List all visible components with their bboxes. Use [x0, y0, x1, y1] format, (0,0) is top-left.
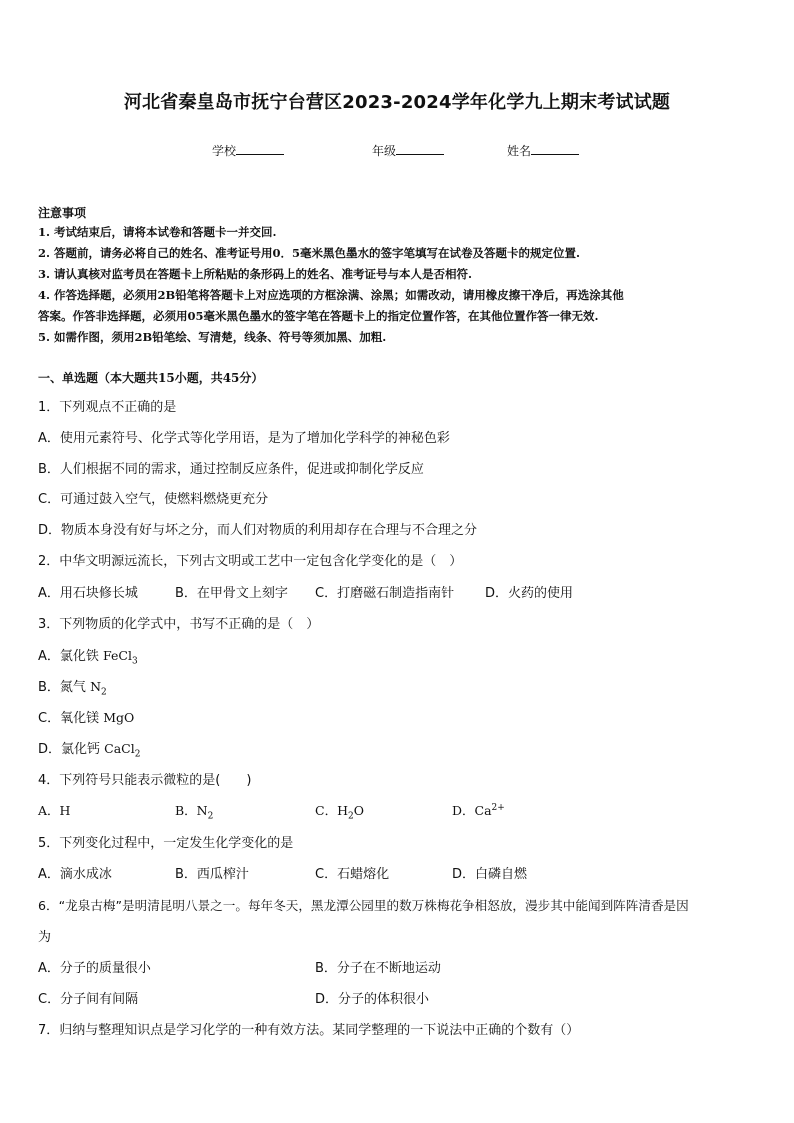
question-1-stem: 1．下列观点不正确的是: [38, 400, 177, 415]
question-1-option-c[interactable]: C．可通过鼓入空气，使燃料燃烧更充分: [38, 492, 269, 507]
grade-label: 年级: [372, 144, 397, 158]
question-1-option-a[interactable]: A．使用元素符号、化学式等化学用语，是为了增加化学科学的神秘色彩: [38, 431, 450, 446]
question-2-stem: 2．中华文明源远流长，下列古文明或工艺中一定包含化学变化的是（ ）: [38, 554, 463, 569]
name-label: 姓名: [507, 144, 532, 158]
question-6-option-d[interactable]: D．分子的体积很小: [315, 992, 430, 1007]
question-3-option-d[interactable]: [38, 738, 140, 760]
question-3-stem: 3．下列物质的化学式中，书写不正确的是（ ）: [38, 617, 320, 632]
question-6-option-a[interactable]: A．分子的质量很小: [38, 961, 151, 976]
question-2-option-a[interactable]: A．用石块修长城: [38, 586, 138, 601]
question-1-option-b[interactable]: B．人们根据不同的需求，通过控制反应条件，促进或抑制化学反应: [38, 462, 424, 477]
section-heading: 一、单选题（本大题共15小题，共45分）: [38, 371, 264, 385]
chemical-formula: $N_2$: [90, 679, 107, 698]
note-item: 4. 作答选择题，必须用2B铅笔将答题卡上对应选项的方框涂满、涂黑；如需改动，请用橡皮擦干净后，再选涂其他: [38, 288, 624, 302]
option-label: C．氧化镁: [38, 711, 100, 726]
question-5-option-d[interactable]: D．白磷自燃: [452, 867, 528, 882]
name-field[interactable]: [507, 141, 579, 159]
question-6-stem-cont: 为: [38, 930, 52, 945]
question-4-option-b[interactable]: B．$N_2$: [175, 803, 214, 822]
question-2-option-d[interactable]: D．火药的使用: [485, 586, 574, 601]
note-item: 1. 考试结束后，请将本试卷和答题卡一并交回.: [38, 225, 277, 239]
question-4-option-c[interactable]: C．$H_2O$: [315, 803, 364, 822]
question-3-option-c[interactable]: [38, 707, 134, 726]
page-title: 河北省秦皇岛市抚宁台营区2023-2024学年化学九上期末考试试题: [123, 92, 671, 113]
question-6-stem: 6．“龙泉古梅”是明清昆明八景之一。每年冬天，黑龙潭公园里的数万株梅花争相怒放，漫步其中能闻到阵阵清香是因: [38, 898, 689, 913]
chemical-formula: FeCl$_3$: [103, 648, 138, 667]
chemical-formula: MgO: [103, 710, 135, 725]
question-3-option-b[interactable]: [38, 676, 107, 698]
chemical-formula: CaCl$_2$: [104, 741, 141, 760]
question-4-option-a[interactable]: A．H: [38, 803, 71, 818]
question-4-stem: 4．下列符号只能表示微粒的是( ): [38, 773, 252, 788]
question-5-option-a[interactable]: A．滴水成冰: [38, 867, 112, 882]
grade-field[interactable]: [372, 141, 444, 159]
notes-heading: 注意事项: [38, 206, 87, 220]
question-4-option-d[interactable]: D．$Ca^{2+}$: [452, 802, 505, 818]
option-label: B．氮气: [38, 680, 86, 695]
question-6-option-c[interactable]: C．分子间有间隔: [38, 992, 139, 1007]
question-7-stem: 7．归纳与整理知识点是学习化学的一种有效方法。某同学整理的一下说法中正确的个数有（）: [38, 1023, 580, 1038]
note-item: 3. 请认真核对监考员在答题卡上所粘贴的条形码上的姓名、准考证号与本人是否相符.: [38, 267, 473, 281]
name-blank[interactable]: [531, 141, 579, 155]
school-field[interactable]: [212, 141, 284, 159]
option-label: D．氯化钙: [38, 742, 101, 757]
note-item: 5. 如需作图，须用2B铅笔绘、写清楚，线条、符号等须加黑、加粗.: [38, 330, 387, 344]
question-5-option-c[interactable]: C．石蜡熔化: [315, 867, 390, 882]
question-2-option-c[interactable]: C．打磨磁石制造指南针: [315, 586, 455, 601]
question-6-option-b[interactable]: B．分子在不断地运动: [315, 961, 441, 976]
question-5-option-b[interactable]: B．西瓜榨汁: [175, 867, 249, 882]
note-item: 2. 答题前，请务必将自己的姓名、准考证号用0．5毫米黑色墨水的签字笔填写在试卷及答题卡的规定位置.: [38, 246, 581, 260]
question-2-option-b[interactable]: B．在甲骨文上刻字: [175, 586, 288, 601]
student-info-row: [0, 141, 794, 161]
note-item: 答案。作答非选择题，必须用05毫米黑色墨水的签字笔在答题卡上的指定位置作答，在其他位置作答一律无效.: [38, 309, 599, 323]
school-blank[interactable]: [236, 141, 284, 155]
school-label: 学校: [212, 144, 237, 158]
question-3-option-a[interactable]: [38, 645, 138, 667]
grade-blank[interactable]: [396, 141, 444, 155]
question-1-option-d[interactable]: D．物质本身没有好与坏之分，而人们对物质的利用却存在合理与不合理之分: [38, 523, 478, 538]
option-label: A．氯化铁: [38, 649, 99, 664]
question-5-stem: 5．下列变化过程中，一定发生化学变化的是: [38, 836, 294, 851]
